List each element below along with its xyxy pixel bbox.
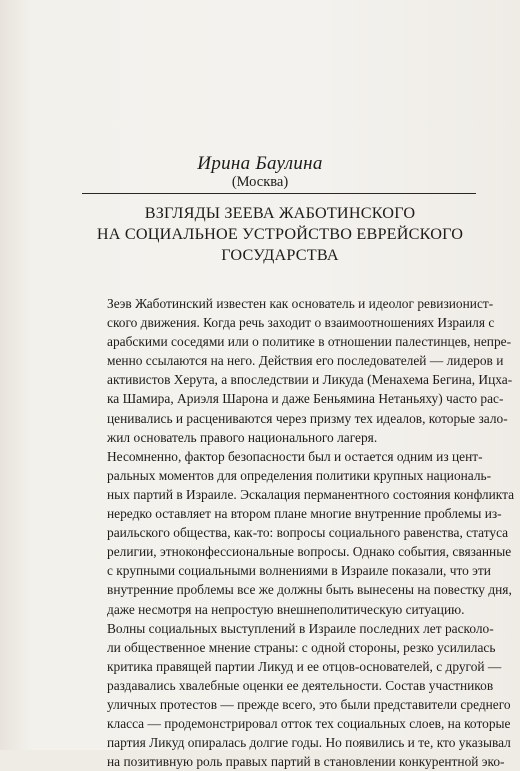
paragraph bbox=[88, 294, 513, 447]
text-line: с крупными социальными волнениями в Израиле показали, что эти bbox=[107, 563, 491, 579]
title-line: ГОСУДАРСТВА bbox=[221, 246, 339, 264]
text-line: ценивались и расцениваются через призму тех идеалов, которые зало- bbox=[107, 410, 508, 426]
article-body bbox=[88, 294, 515, 771]
text-line: ных партий в Израиле. Эскалация перманентного состояния конфликта bbox=[107, 486, 515, 502]
text-line: активистов Херута, а впоследствии и Ликуда (Менахема Бегина, Ицха- bbox=[107, 372, 513, 388]
text-line: менно ссылаются на него. Действия его последователей — лидеров и bbox=[107, 353, 504, 369]
text-line: ского движения. Когда речь заходит о взаимоотношениях Израиля с bbox=[107, 315, 495, 331]
text-line: даже несмотря на непростую внешнеполитическую ситуацию. bbox=[107, 601, 465, 617]
text-line: раильского общества, как-то: вопросы социального равенства, статуса bbox=[107, 525, 509, 541]
header-rule bbox=[82, 193, 476, 194]
text-line: ральных моментов для определения политики крупных националь- bbox=[107, 467, 492, 483]
text-line: внутренние проблемы все же должны быть вынесены на повестку дня, bbox=[107, 582, 512, 598]
text-line: критика правящей партии Ликуд и ее отцов-основателей, с другой — bbox=[107, 658, 502, 674]
text-line: нередко оставляет на втором плане многие внутренние проблемы из- bbox=[107, 506, 502, 522]
text-line: ли общественное мнение страны: с одной стороны, резко усилилась bbox=[107, 639, 496, 655]
article-title bbox=[60, 203, 500, 266]
paragraph bbox=[88, 447, 515, 619]
text-line: жил основатель правого национального лагеря. bbox=[107, 429, 378, 445]
text-line: арабскими соседями или о политике в отношении палестинцев, непре- bbox=[107, 334, 512, 350]
paragraph bbox=[88, 619, 511, 771]
text-line: Несомненно, фактор безопасности был и остается одним из цент- bbox=[107, 448, 483, 464]
text-line: раздавались хвалебные оценки ее деятельности. Состав участников bbox=[107, 677, 494, 693]
text-line: религии, этноконфессиональные вопросы. Однако события, связанные bbox=[107, 544, 512, 560]
text-line: уличных протестов — прежде всего, это были представители среднего bbox=[107, 696, 511, 712]
text-line: класса — продемонстрировал отток тех социальных слоев, на которые bbox=[107, 716, 511, 732]
text-line: на позитивную роль правых партий в становлении конкурентной эко- bbox=[107, 754, 505, 770]
text-line: ка Шамира, Ариэля Шарона и даже Беньямина Нетаньяху) часто рас- bbox=[107, 391, 504, 407]
title-line: НА СОЦИАЛЬНОЕ УСТРОЙСТВО ЕВРЕЙСКОГО bbox=[96, 225, 464, 243]
text-line: партия Ликуд опиралась долгие годы. Но появились и те, кто указывал bbox=[107, 735, 511, 751]
text-line: Зеэв Жаботинский известен как основатель и идеолог ревизионист- bbox=[107, 296, 494, 311]
author-name: Ирина Баулина bbox=[197, 153, 323, 174]
author-affiliation: (Москва) bbox=[231, 174, 289, 190]
title-line: ВЗГЛЯДЫ ЗЕЕВА ЖАБОТИНСКОГО bbox=[144, 204, 416, 222]
text-line: Волны социальных выступлений в Израиле последних лет расколо- bbox=[107, 620, 494, 636]
